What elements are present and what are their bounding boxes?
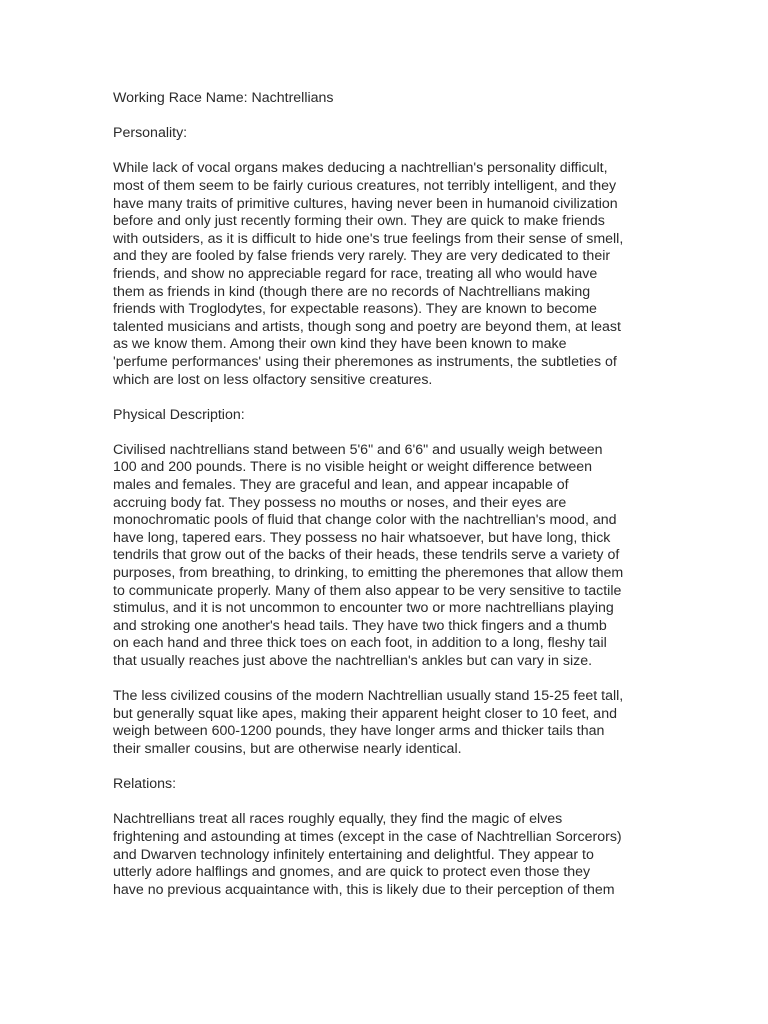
section-heading: Personality:	[113, 125, 188, 142]
text-line: talented musicians and artists, though song and poetry are beyond them, at least	[113, 318, 621, 335]
text-line: that usually reaches just above the nachtrellian's ankles but can vary in size.	[113, 653, 593, 669]
body-paragraph	[113, 811, 673, 899]
text-line: which are lost on less olfactory sensitive creatures.	[113, 371, 433, 388]
text-line: their smaller cousins, but are otherwise nearly identical.	[113, 740, 462, 757]
text-line: utterly adore halflings and gnomes, and are quick to protect even those they	[113, 864, 591, 881]
text-line: and stroking one another's head tails. They have two thick fingers and a thumb	[113, 617, 607, 634]
body-paragraph	[113, 442, 673, 671]
text-line: The less civilized cousins of the modern Nachtrellian usually stand 15-25 feet tall,	[113, 688, 624, 705]
text-line: males and females. They are graceful and lean, and appear incapable of	[113, 477, 569, 494]
text-line: weigh between 600-1200 pounds, they have longer arms and thicker tails than	[113, 723, 605, 740]
text-line: monochromatic pools of fluid that change color with the nachtrellian's mood, and	[113, 512, 617, 529]
text-line: 100 and 200 pounds. There is no visible height or weight difference between	[113, 459, 593, 476]
text-line: friends, and show no appreciable regard for race, treating all who would have	[113, 265, 598, 282]
text-line: Civilised nachtrellians stand between 5'6" and 6'6" and usually weigh between	[113, 441, 603, 458]
text-line: before and only just recently forming their own. They are quick to make friends	[113, 213, 605, 230]
document-page	[113, 90, 673, 917]
text-line: frightening and astounding at times (except in the case of Nachtrellian Sorcerors)	[113, 828, 622, 845]
text-line: tendrils that grow out of the backs of their heads, these tendrils serve a variety of	[113, 547, 620, 564]
text-line: stimulus, and it is not uncommon to encounter two or more nachtrellians playing	[113, 600, 614, 617]
text-line: friends with Troglodytes, for expectable reasons). They are known to become	[113, 301, 597, 318]
text-line: 'perfume performances' using their pheremones as instruments, the subtleties of	[113, 353, 617, 370]
text-line: with outsiders, as it is difficult to hide one's true feelings from their sense of smell,	[113, 230, 624, 247]
body-paragraph	[113, 688, 673, 758]
body-paragraph	[113, 160, 673, 389]
document-sections	[113, 125, 673, 899]
document-title: Working Race Name: Nachtrellians	[113, 90, 334, 106]
section-heading: Relations:	[113, 776, 177, 793]
text-line: as we know them. Among their own kind they have been known to make	[113, 336, 567, 353]
text-line: and they are fooled by false friends very rarely. They are very dedicated to their	[113, 248, 611, 265]
text-line: have many traits of primitive cultures, having never been in humanoid civilization	[113, 195, 618, 212]
section-heading: Physical Description:	[113, 406, 245, 423]
text-line: to communicate properly. Many of them also appear to be very sensitive to tactile	[113, 582, 622, 599]
text-line: most of them seem to be fairly curious creatures, not terribly intelligent, and they	[113, 177, 617, 194]
text-line: accruing body fat. They possess no mouths or noses, and their eyes are	[113, 494, 567, 511]
text-line: on each hand and three thick toes on each foot, in addition to a long, fleshy tail	[113, 635, 607, 652]
text-line: them as friends in kind (though there are no records of Nachtrellians making	[113, 283, 591, 300]
text-line: and Dwarven technology infinitely entertaining and delightful. They appear to	[113, 846, 594, 863]
text-line: While lack of vocal organs makes deducing a nachtrellian's personality difficult,	[113, 160, 608, 177]
text-line: purposes, from breathing, to drinking, to emitting the pheremones that allow them	[113, 565, 624, 582]
text-line: have no previous acquaintance with, this is likely due to their perception of them	[113, 881, 615, 898]
text-line: but generally squat like apes, making their apparent height closer to 10 feet, and	[113, 705, 617, 722]
text-line: have long, tapered ears. They possess no hair whatsoever, but have long, thick	[113, 529, 611, 546]
text-line: Nachtrellians treat all races roughly equally, they find the magic of elves	[113, 811, 563, 828]
